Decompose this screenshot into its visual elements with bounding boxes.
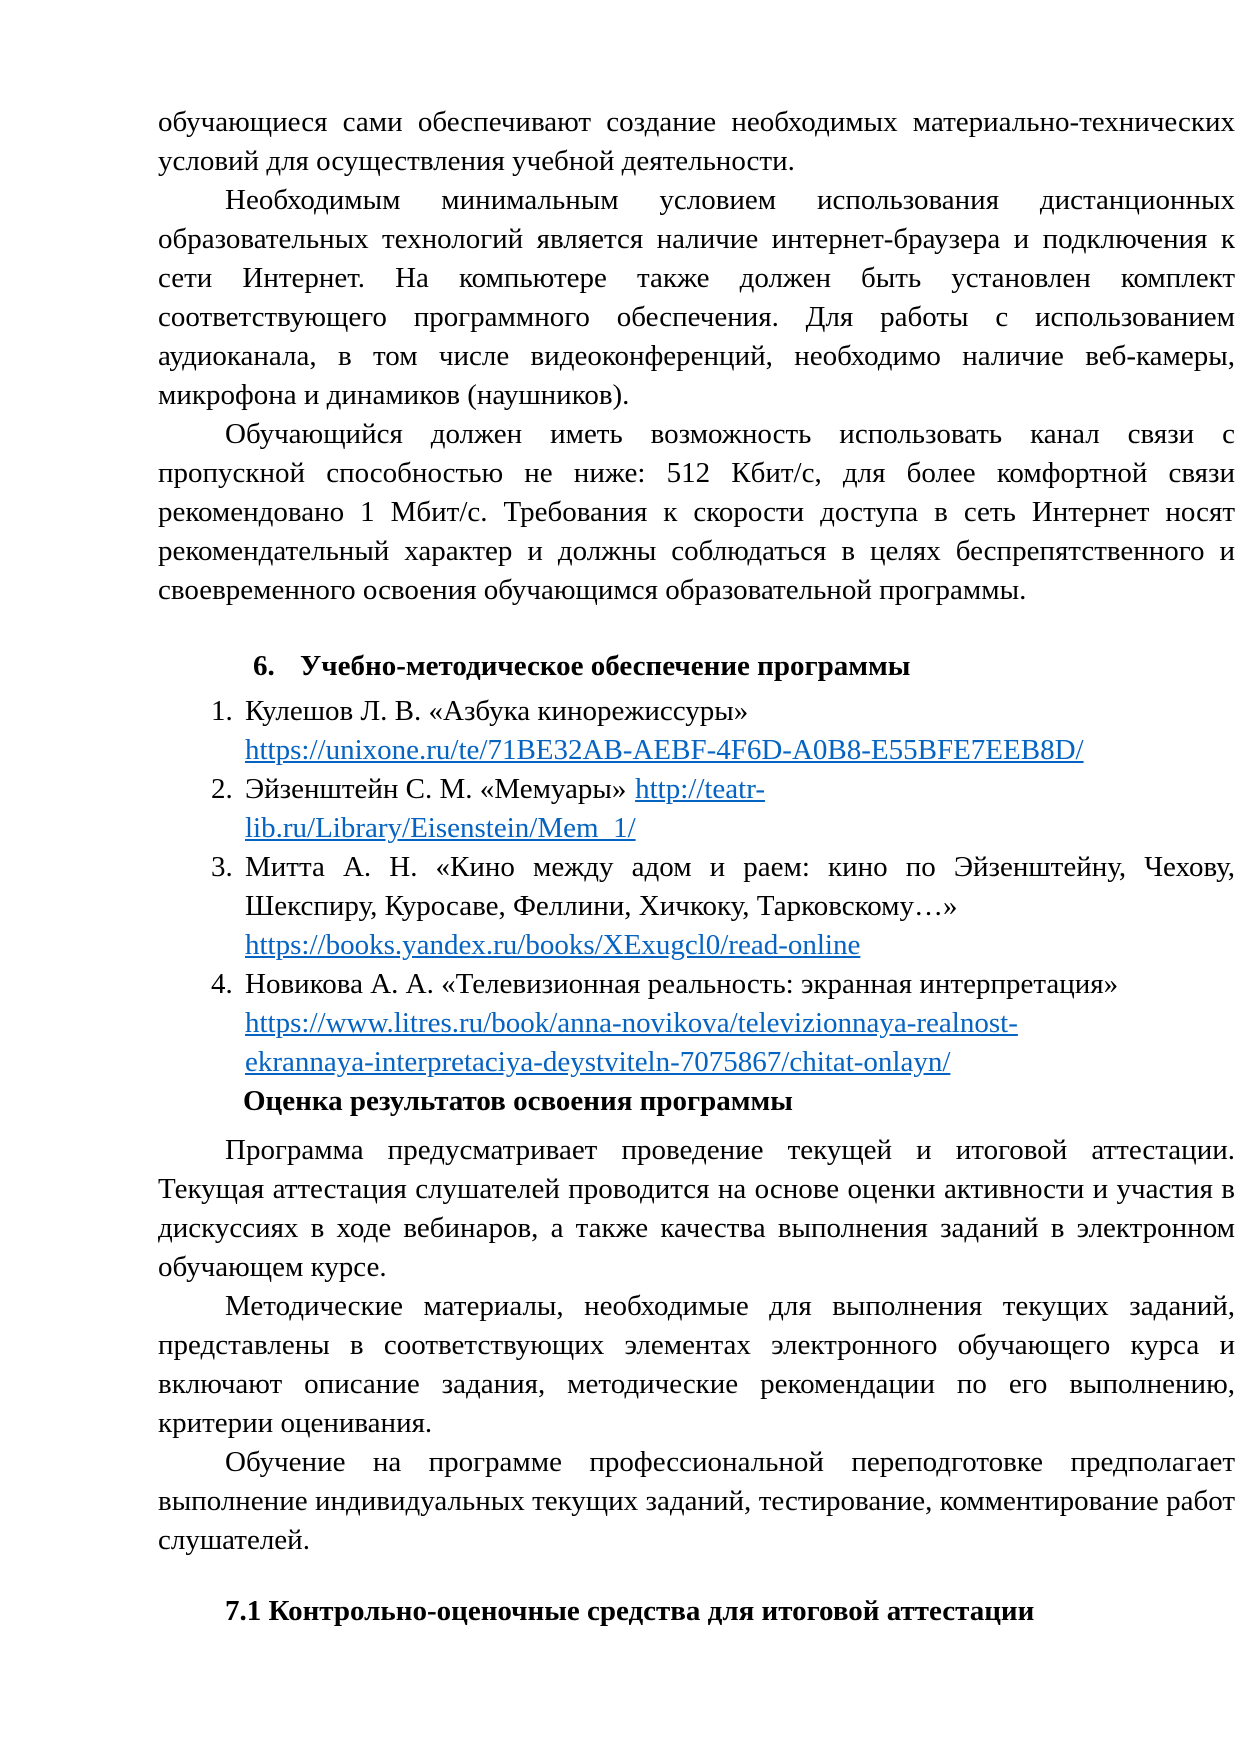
reference-1-link[interactable]: https://unixone.ru/te/71BE32AB-AEBF-4F6D-A0B8-E55BFE7EEB8D/ xyxy=(245,734,1084,766)
section-7-1-heading: 7.1 Контрольно-оценочные средства для итоговой аттестации xyxy=(225,1595,1035,1627)
reference-4-link[interactable] xyxy=(245,1007,1018,1078)
reference-1-text: Кулешов Л. В. «Азбука кинорежиссуры» xyxy=(245,695,749,727)
reference-4-number: 4. xyxy=(211,968,233,1000)
paragraph-bandwidth: Обучающийся должен иметь возможность использовать канал связи с пропускной способностью не ниже: 512 Кбит/с, для более комфортной связи рекомендовано 1 Мбит/с. Требования к скорости доступа в сеть Интернет носят рекомендательный характер и должны соблюдаться в целях беспрепятственного и своевременного освоения обучающимся образовательной программы. xyxy=(158,418,1235,606)
reference-list xyxy=(158,692,1235,1082)
reference-3-number: 3. xyxy=(211,851,233,883)
reference-item-4 xyxy=(158,965,1235,1082)
paragraph-training-tasks: Обучение на программе профессиональной переподготовке предполагает выполнение индивидуальных текущих заданий, тестирование, комментирование работ слушателей. xyxy=(158,1446,1235,1556)
reference-3-link[interactable]: https://books.yandex.ru/books/XExugcl0/read-online xyxy=(245,929,861,961)
reference-2-number: 2. xyxy=(211,773,233,805)
section-6-title: Учебно-методическое обеспечение программы xyxy=(300,650,911,682)
reference-2-link-line-2[interactable]: lib.ru/Library/Eisenstein/Mem_1/ xyxy=(245,812,636,844)
paragraph-method-materials: Методические материалы, необходимые для выполнения текущих заданий, представлены в соответствующих элементах электронного обучающего курса и включают описание задания, методические рекомендации по его выполнению, критерии оценивания. xyxy=(158,1290,1235,1439)
reference-2-text: Эйзенштейн С. М. «Мемуары» xyxy=(245,773,627,805)
reference-1-number: 1. xyxy=(211,695,233,727)
reference-4-link-line-1[interactable]: https://www.litres.ru/book/anna-novikova/televizionnaya-realnost- xyxy=(245,1007,1018,1039)
section-6-number: 6. xyxy=(253,650,275,682)
reference-item-2 xyxy=(158,770,1235,848)
reference-4-link-line-2[interactable]: ekrannaya-interpretaciya-deystviteln-7075867/chitat-onlayn/ xyxy=(245,1046,951,1078)
paragraph-tech-conditions: обучающиеся сами обеспечивают создание необходимых материально-технических условий для осуществления учебной деятельности. xyxy=(158,106,1235,177)
paragraph-attestation: Программа предусматривает проведение текущей и итоговой аттестации. Текущая аттестация слушателей проводится на основе оценки активности и участия в дискуссиях в ходе вебинаров, а также качества выполнения заданий в электронном обучающем курсе. xyxy=(158,1134,1235,1283)
assessment-heading: Оценка результатов освоения программы xyxy=(243,1085,793,1117)
paragraph-minimum-requirements: Необходимым минимальным условием использования дистанционных образовательных технологий является наличие интернет-браузера и подключения к сети Интернет. На компьютере также должен быть установлен комплект соответствующего программного обеспечения. Для работы с использованием аудиоканала, в том числе видеоконференций, необходимо наличие веб-камеры, микрофона и динамиков (наушников). xyxy=(158,184,1235,411)
reference-item-1 xyxy=(158,692,1235,770)
section-6-heading xyxy=(253,647,1235,686)
page-content xyxy=(158,103,1235,1631)
reference-item-3 xyxy=(158,848,1235,965)
reference-2-link-line-1[interactable]: http://teatr- xyxy=(635,773,765,805)
reference-3-text: Митта А. Н. «Кино между адом и раем: кино по Эйзенштейну, Чехову, Шекспиру, Куросаве, Феллини, Хичкоку, Тарковскому…» xyxy=(245,851,1235,922)
reference-4-text: Новикова А. А. «Телевизионная реальность: экранная интерпретация» xyxy=(245,968,1119,1000)
